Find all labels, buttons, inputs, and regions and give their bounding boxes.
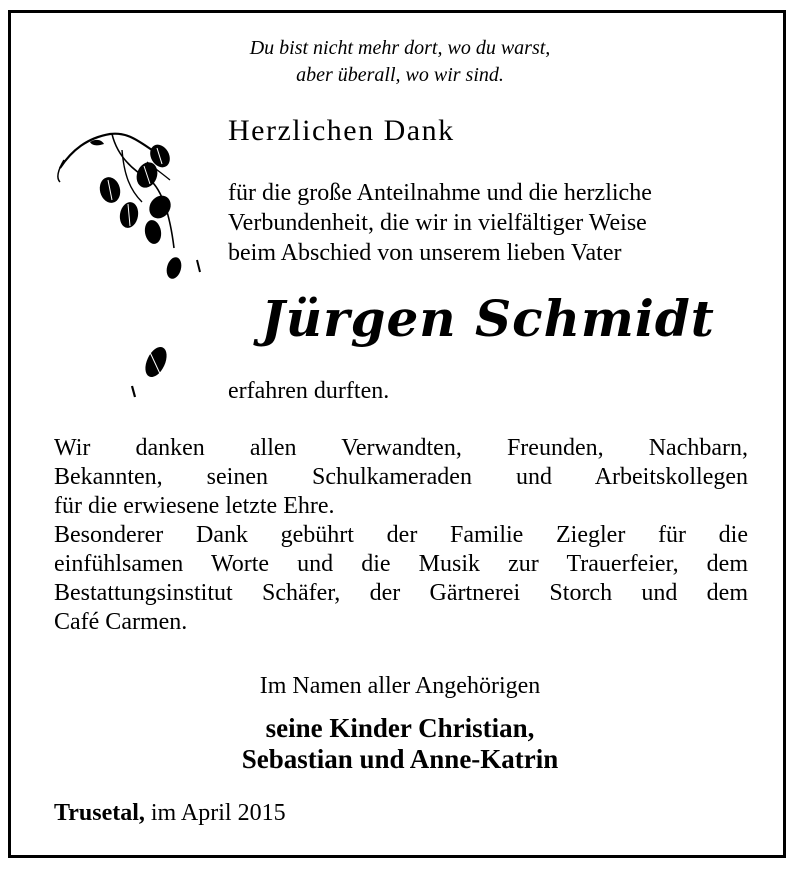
intro-line-1: für die große Anteilnahme und die herzliche [228,180,652,206]
motto-line-1: Du bist nicht mehr dort, wo du warst, [249,37,551,59]
motto-quote [0,35,800,89]
date: im April 2015 [150,800,286,826]
thanks-body [54,434,748,637]
place: Trusetal, [54,800,145,826]
body-line-2: Bekannten, seinen Schulkameraden und Arbeitskollegen [54,464,748,490]
body-line-7: Café Carmen. [54,609,188,635]
intro-text [228,178,758,268]
signers-line-1: seine Kinder Christian, [265,713,535,743]
body-line-6: Bestattungsinstitut Schäfer, der Gärtnerei Storch und dem [54,580,748,606]
deceased-name: Jürgen Schmidt [261,289,715,348]
signers-line-2: Sebastian und Anne-Katrin [241,744,559,774]
birch-branch-icon [52,120,202,280]
motto-line-2: aber überall, wo wir sind. [296,64,504,86]
body-line-3: für die erwiesene letzte Ehre. [54,493,335,519]
place-date [54,800,286,827]
body-line-4: Besonderer Dank gebührt der Familie Ziegler für die [54,522,748,548]
intro-line-3: beim Abschied von unserem lieben Vater [228,240,622,266]
signers [0,713,800,775]
intro-line-2: Verbundenheit, die wir in vielfältiger Weise [228,210,647,236]
on-behalf-text: Im Namen aller Angehörigen [259,673,541,699]
body-line-1: Wir danken allen Verwandten, Freunden, Nachbarn, [54,435,748,461]
experienced-text: erfahren durften. [228,378,390,404]
body-line-5: einfühlsamen Worte und die Musik zur Trauerfeier, dem [54,551,748,577]
thanks-heading: Herzlichen Dank [228,114,455,147]
falling-leaf-icon [126,340,176,400]
